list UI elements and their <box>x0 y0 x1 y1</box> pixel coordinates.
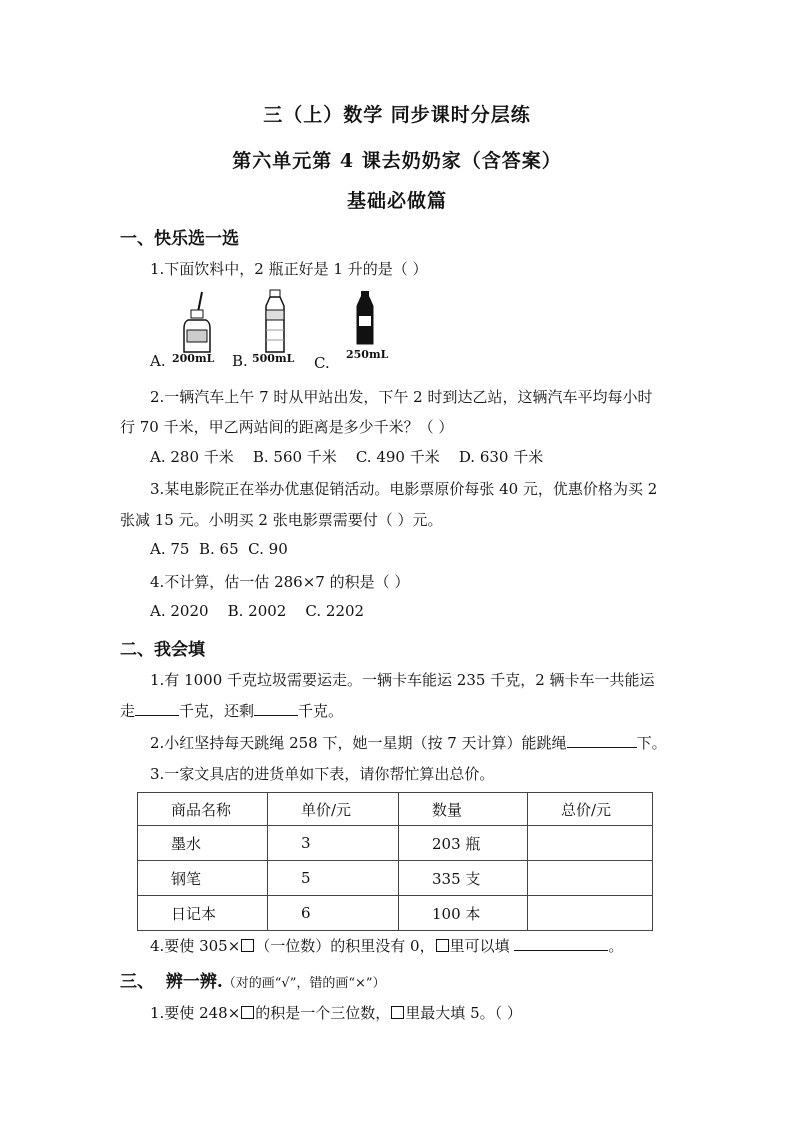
q1-1-stem: 1.下面饮料中，2 瓶正好是 1 升的是（ ） <box>150 260 428 278</box>
option-a-volume: 200mL <box>172 352 215 365</box>
q1-2-line2: 行 70 千米，甲乙两站间的距离是多少千米？（ ） <box>120 418 454 436</box>
table-cell-answer[interactable] <box>528 896 653 931</box>
section-1-heading: 一、快乐选一选 <box>120 229 239 249</box>
small-bottle-icon <box>176 290 216 356</box>
table-header: 总价/元 <box>528 793 653 826</box>
section-3-note: （对的画“√”，错的画“×”） <box>222 976 386 991</box>
q1-3-line2: 张减 15 元。小明买 2 张电影票需要付（ ）元。 <box>120 511 443 529</box>
worksheet-title: 三（上）数学 同步课时分层练 <box>263 104 531 126</box>
q1-4-options: A. 2020 B. 2002 C. 2202 <box>150 602 365 620</box>
q1-3-options: A. 75 B. 65 C. 90 <box>150 540 288 558</box>
table-cell-answer[interactable] <box>528 861 653 896</box>
table-cell: 6 <box>268 896 399 931</box>
worksheet-subtitle: 第六单元第 4 课去奶奶家（含答案） <box>232 150 562 172</box>
answer-blank[interactable] <box>135 701 179 716</box>
section-3-heading-line <box>120 967 386 992</box>
q2-1-line2: 走 千克，还剩 千克。 <box>120 702 344 720</box>
worksheet-level: 基础必做篇 <box>346 190 447 212</box>
table-cell-answer[interactable] <box>528 826 653 861</box>
table-header-row <box>138 793 653 826</box>
bottle-options <box>150 288 410 370</box>
q1-2-options: A. 280 千米 B. 560 千米 C. 490 千米 D. 630 千米 <box>150 448 544 466</box>
option-b-volume: 500mL <box>252 352 295 365</box>
table-cell: 203 瓶 <box>399 826 528 861</box>
square-box-icon <box>391 1006 404 1019</box>
table-header: 商品名称 <box>138 793 268 826</box>
option-c-volume: 250mL <box>346 348 389 361</box>
table-row <box>138 826 653 861</box>
table-row <box>138 896 653 931</box>
q1-2-line1: 2.一辆汽车上午 7 时从甲站出发，下午 2 时到达乙站，这辆汽车平均每小时 <box>150 388 653 406</box>
q2-2: 2.小红坚持每天跳绳 258 下，她一星期（按 7 天计算）能跳绳 下。 <box>150 734 667 752</box>
option-c-letter: C. <box>314 354 330 372</box>
section-2-heading: 二、我会填 <box>120 640 205 660</box>
purchase-table <box>137 792 653 931</box>
square-box-icon <box>241 939 254 952</box>
q2-3-stem: 3.一家文具店的进货单如下表，请你帮忙算出总价。 <box>150 765 495 783</box>
q2-1-line1: 1.有 1000 千克垃圾需要运走。一辆卡车能运 235 千克，2 辆卡车一共能运 <box>150 671 655 689</box>
option-a-letter: A. <box>150 352 166 370</box>
table-row <box>138 861 653 896</box>
answer-blank[interactable] <box>254 701 298 716</box>
square-box-icon <box>436 939 449 952</box>
table-cell: 100 本 <box>399 896 528 931</box>
q2-4: 4.要使 305× （一位数）的积里没有 0， 里可以填 。 <box>150 937 624 955</box>
q3-1: 1.要使 248× 的积是一个三位数， 里最大填 5。（ ） <box>150 1004 522 1022</box>
answer-blank[interactable] <box>514 936 608 951</box>
table-header: 单价/元 <box>268 793 399 826</box>
table-cell: 335 支 <box>399 861 528 896</box>
table-cell: 3 <box>268 826 399 861</box>
table-cell: 钢笔 <box>138 861 268 896</box>
option-b-letter: B. <box>232 352 248 370</box>
table-cell: 5 <box>268 861 399 896</box>
q1-3-line1: 3.某电影院正在举办优惠促销活动。电影票原价每张 40 元，优惠价格为买 2 <box>150 480 658 498</box>
section-3-heading: 三、 辨一辨. <box>120 972 223 992</box>
cola-bottle-icon <box>348 290 382 346</box>
table-cell: 墨水 <box>138 826 268 861</box>
q1-4-stem: 4.不计算，估一估 286×7 的积是（ ） <box>150 573 410 591</box>
water-bottle-icon <box>256 288 294 356</box>
table-header: 数量 <box>399 793 528 826</box>
answer-blank[interactable] <box>567 733 637 748</box>
table-cell: 日记本 <box>138 896 268 931</box>
square-box-icon <box>241 1006 254 1019</box>
